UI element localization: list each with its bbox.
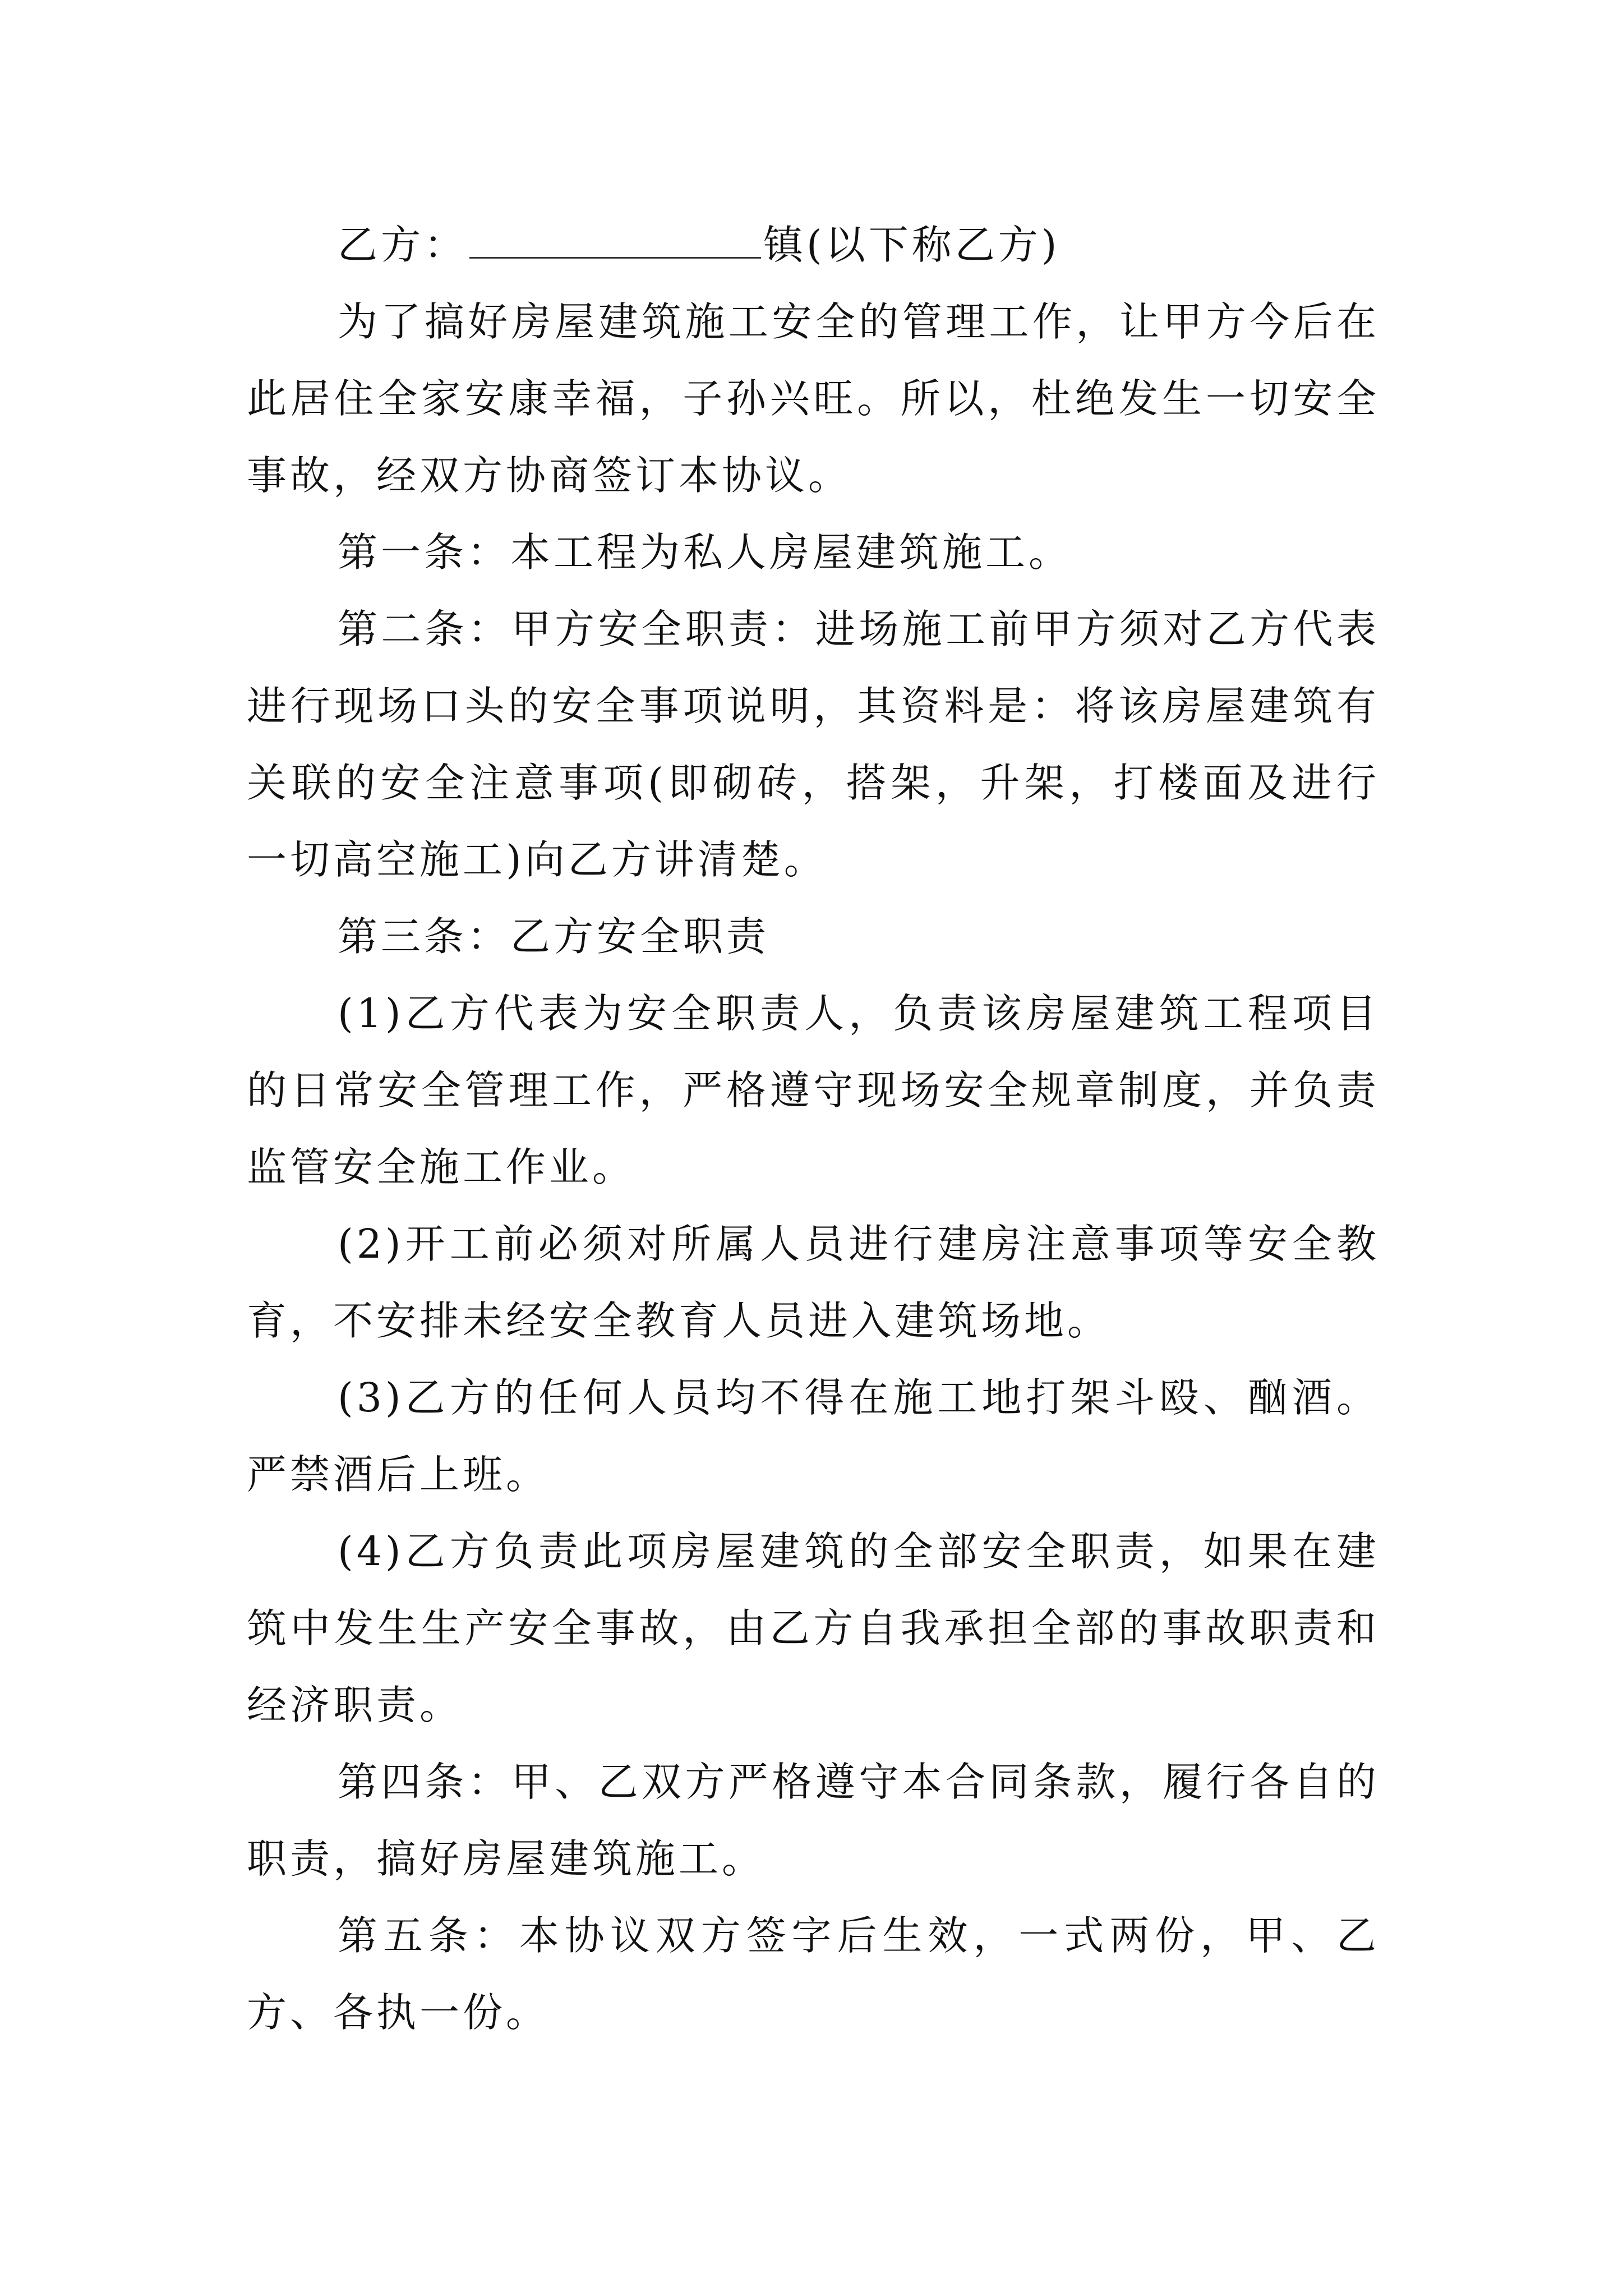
party-b-label: 乙方： <box>338 222 468 268</box>
preamble-paragraph: 为了搞好房屋建筑施工安全的管理工作，让甲方今后在此居住全家安康幸福，子孙兴旺。所以，杜绝发生一切安全事故，经双方协商签订本协议。 <box>247 298 1380 499</box>
article-1: 第一条：本工程为私人房屋建筑施工。 <box>338 529 1072 576</box>
article-5: 第五条：本协议双方签字后生效，一式两份，甲、乙方、各执一份。 <box>247 1912 1380 2036</box>
article-3-item-4: (4)乙方负责此项房屋建筑的全部安全职责，如果在建筑中发生生产安全事故，由乙方自我承担全部的事故职责和经济职责。 <box>247 1528 1380 1728</box>
agreement-page <box>247 206 1380 2051</box>
article-4: 第四条：甲、乙双方严格遵守本合同条款，履行各自的职责，搞好房屋建筑施工。 <box>247 1759 1380 1882</box>
article-3-item-3: (3)乙方的任何人员均不得在施工地打架斗殴、酗酒。严禁酒后上班。 <box>247 1374 1380 1498</box>
article-3-heading: 第三条：乙方安全职责 <box>338 913 770 960</box>
article-2: 第二条：甲方安全职责：进场施工前甲方须对乙方代表进行现场口头的安全事项说明，其资料是：将该房屋建筑有关联的安全注意事项(即砌砖，搭架，升架，打楼面及进行一切高空施工)向乙方讲清楚。 <box>247 606 1380 883</box>
party-b-blank-field[interactable] <box>469 223 761 259</box>
article-3-item-2: (2)开工前必须对所属人员进行建房注意事项等安全教育，不安排未经安全教育人员进入建筑场地。 <box>247 1221 1380 1344</box>
party-b-line <box>247 206 1380 283</box>
article-3-item-1: (1)乙方代表为安全职责人，负责该房屋建筑工程项目的日常安全管理工作，严格遵守现场安全规章制度，并负责监管安全施工作业。 <box>247 990 1380 1190</box>
party-b-suffix: 镇(以下称乙方) <box>763 222 1061 268</box>
